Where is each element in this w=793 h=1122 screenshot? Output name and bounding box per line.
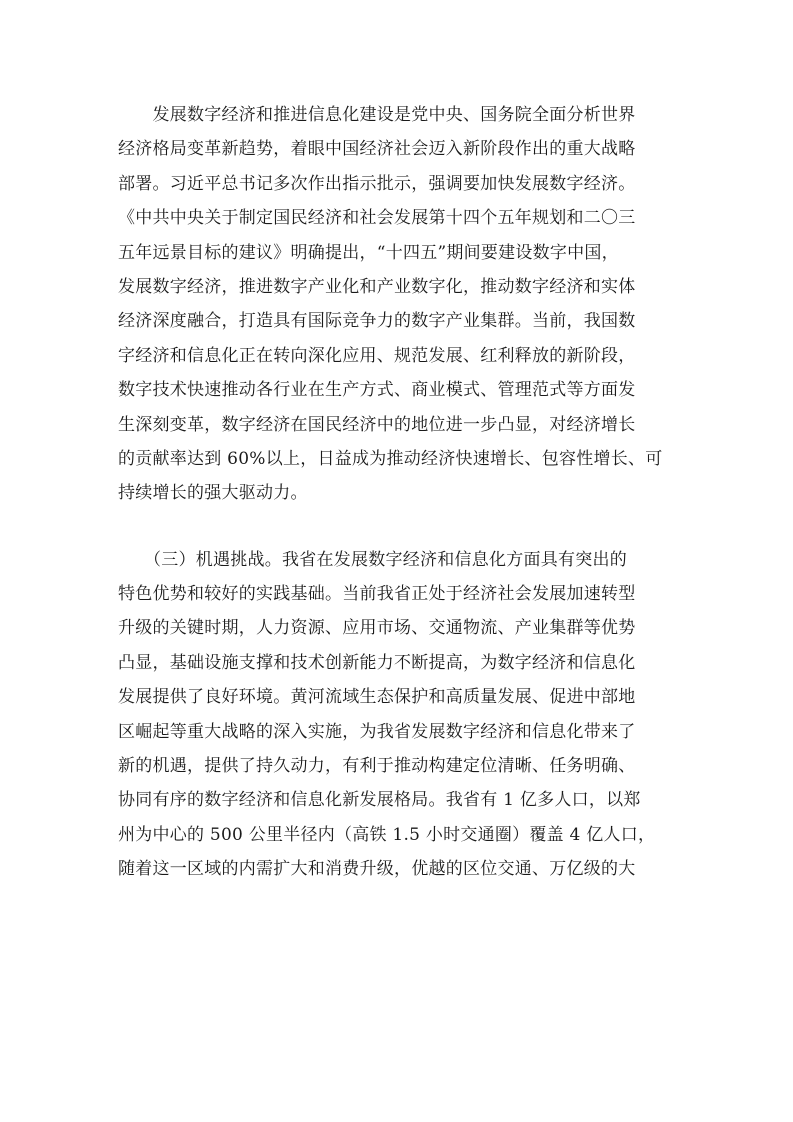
text-line: 经济深度融合，打造具有国际竞争力的数字产业集群。当前，我国数 <box>118 311 636 332</box>
text-line: 字经济和信息化正在转向深化应用、规范发展、红利释放的新阶段， <box>118 345 636 366</box>
text-line: 的贡献率达到 60%以上，日益成为推动经济快速增长、包容性增长、可 <box>118 448 663 469</box>
text-line: 随着这一区域的内需扩大和消费升级，优越的区位交通、万亿级的大 <box>118 859 636 880</box>
text-line: （三）机遇挑战。我省在发展数字经济和信息化方面具有突出的 <box>118 549 627 570</box>
text-line: 升级的关键时期，人力资源、应用市场、交通物流、产业集群等优势 <box>118 618 636 639</box>
text-line: 持续增长的强大驱动力。 <box>118 483 308 504</box>
text-line: 五年远景目标的建议》明确提出，“十四五”期间要建设数字中国， <box>118 242 619 263</box>
text-line: 发展数字经济，推进数字产业化和产业数字化，推动数字经济和实体 <box>118 276 636 297</box>
text-line: 生深刻变革，数字经济在国民经济中的地位进一步凸显，对经济增长 <box>118 414 636 435</box>
text-line: 新的机遇，提供了持久动力，有利于推动构建定位清晰、任务明确、 <box>118 756 636 777</box>
text-line: 凸显，基础设施支撑和技术创新能力不断提高，为数字经济和信息化 <box>118 652 636 673</box>
text-line: 州为中心的 500 公里半径内（高铁 1.5 小时交通圈）覆盖 4 亿人口， <box>118 824 656 845</box>
paragraph-spacer <box>118 511 677 543</box>
text-line: 数字技术快速推动各行业在生产方式、商业模式、管理范式等方面发 <box>118 380 636 401</box>
paragraph-opportunities-challenges <box>118 543 677 887</box>
text-line: 特色优势和较好的实践基础。当前我省正处于经济社会发展加速转型 <box>118 584 636 605</box>
text-line: 发展数字经济和推进信息化建设是党中央、国务院全面分析世界 <box>118 105 636 125</box>
text-line: 区崛起等重大战略的深入实施，为我省发展数字经济和信息化带来了 <box>118 721 636 742</box>
paragraph-digital-economy <box>118 98 677 511</box>
text-line: 部署。习近平总书记多次作出指示批示，强调要加快发展数字经济。 <box>118 173 636 194</box>
text-line: 协同有序的数字经济和信息化新发展格局。我省有 1 亿多人口，以郑 <box>118 790 641 811</box>
text-line: 《中共中央关于制定国民经济和社会发展第十四个五年规划和二〇三 <box>118 208 636 229</box>
text-line: 发展提供了良好环境。黄河流域生态保护和高质量发展、促进中部地 <box>118 687 636 708</box>
text-line: 经济格局变革新趋势，着眼中国经济社会迈入新阶段作出的重大战略 <box>118 139 636 160</box>
